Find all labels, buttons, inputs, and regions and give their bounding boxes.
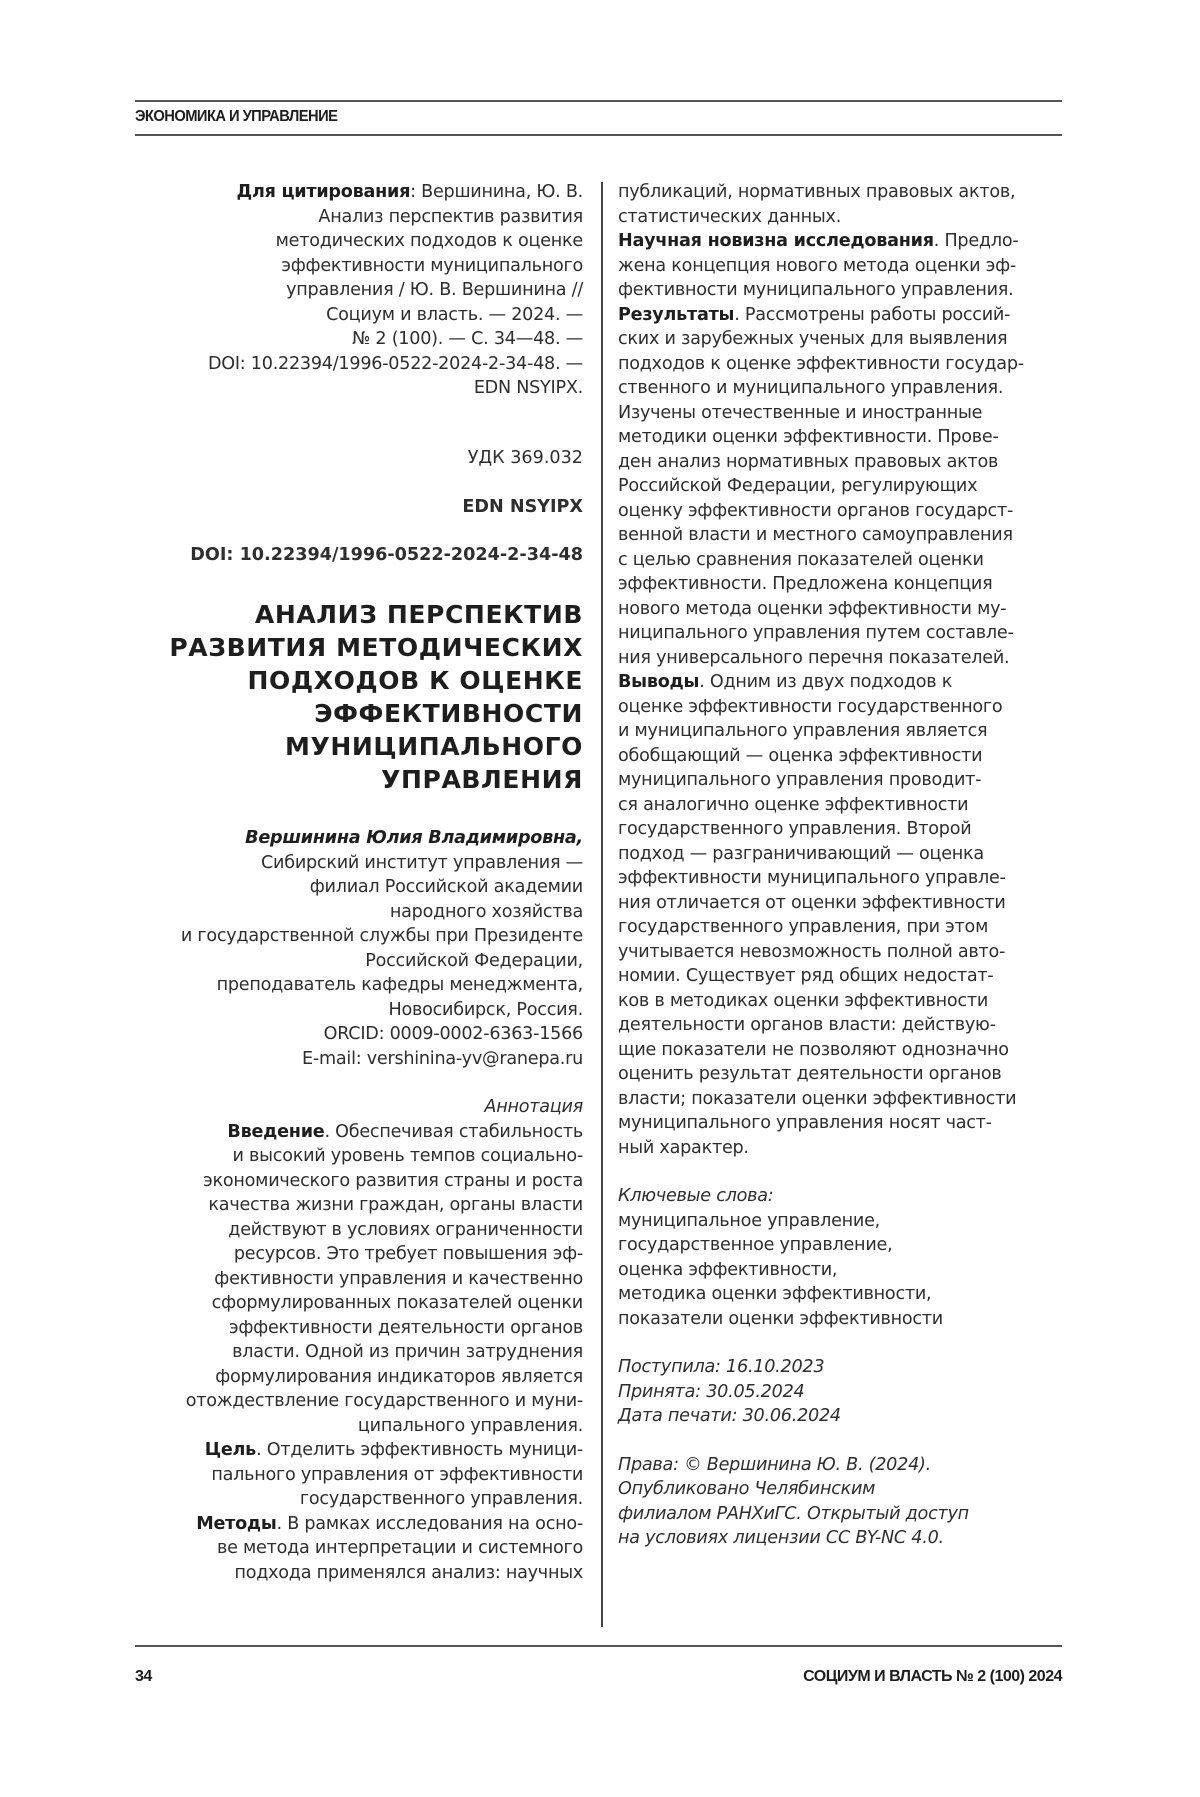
intro-label: Введение [227,1121,325,1142]
methods-label: Методы [196,1513,277,1534]
results-line: с целью сравнения показателей оценки [618,549,984,570]
citation-line: EDN NSYIPX. [473,378,583,398]
date-received: Поступила: 16.10.2023 [618,1357,825,1377]
keyword-item: муниципальное управление, [618,1210,881,1231]
goal-label: Цель [204,1440,257,1460]
affiliation-line: и государственной службы при Президенте [180,926,583,946]
title-line: АНАЛИЗ ПЕРСПЕКТИВ [254,600,583,629]
udk: УДК 369.032 [467,448,583,468]
conclusions-line: власти; показатели оценки эффективности [618,1088,1017,1109]
conclusions-line: муниципального управления носят част- [618,1113,992,1133]
methods-line: подхода применялся анализ: научных [234,1562,583,1583]
rights-line: Права: © Вершинина Ю. В. (2024). [618,1454,931,1475]
title-line: УПРАВЛЕНИЯ [381,765,583,794]
conclusions-label: Выводы [618,672,700,692]
conclusions-line: номии. Существует ряд общих недостат- [618,966,994,986]
conclusions-line: деятельности органов власти: действую- [618,1015,996,1035]
title-line: ПОДХОДОВ К ОЦЕНКЕ [247,666,583,695]
conclusions-line: подход — разграничивающий — оценка [618,843,984,864]
results-line: ственного и муниципального управления. [618,378,1004,398]
conclusions-line: и муниципального управления является [618,721,988,741]
results-line: эффективности. Предложена концепция [618,574,993,594]
affiliation-line: Сибирский институт управления — [261,852,583,873]
conclusions-line: государственного управления, при этом [618,917,989,937]
conclusions-line: государственного управления. Второй [618,819,972,839]
abstract-left [135,1095,583,1585]
citation-label: Для цитирования [236,182,411,202]
affiliation-line: народного хозяйства [389,901,583,922]
affiliation-line: Российской Федерации, [365,950,583,971]
orcid-link[interactable]: ORCID: 0009-0002-6363-1566 [323,1024,583,1044]
abstract-heading: Аннотация [484,1097,583,1117]
intro-line: качества жизни граждан, органы власти [208,1195,583,1215]
intro-line: отождествление государственного и муни- [185,1391,583,1411]
conclusions-line: учитывается невозможность полной авто- [618,941,1006,962]
conclusions-line: щие показатели не позволяют однозначно [618,1039,1009,1060]
title-line: РАЗВИТИЯ МЕТОДИЧЕСКИХ [169,633,583,662]
conclusions-line: ный характер. [618,1137,749,1158]
journal-issue: СОЦИУМ И ВЛАСТЬ № 2 (100) 2024 [803,1668,1062,1685]
citation-line: : Вершинина, Ю. В. [410,182,583,202]
rights-line: Опубликовано Челябинским [618,1479,876,1499]
results-line: ния универсального перечня показателей. [618,647,1010,668]
intro-line: фективности управления и качественно [214,1268,583,1289]
citation-line: методических подходов к оценке [275,231,583,251]
results-label: Результаты [618,304,735,325]
keywords-heading: Ключевые слова: [618,1186,774,1206]
citation-line: управления / Ю. В. Вершинина // [286,280,583,300]
intro-line: ресурсов. Это требует повышения эф- [233,1244,583,1264]
header-bottom-rule [135,134,1062,136]
conclusions-line: ков в методиках оценки эффективности [618,990,989,1011]
article-title [135,598,583,796]
page-number: 34 [135,1668,152,1685]
title-line: МУНИЦИПАЛЬНОГО [285,732,583,761]
methods-line: . В рамках исследования на осно- [276,1513,583,1534]
conclusions-line: муниципального управления проводит- [618,770,982,790]
results-line: методики оценки эффективности. Прове- [618,427,999,447]
column-divider [601,182,603,1627]
rights-line: филиалом РАНХиГС. Открытый доступ [618,1503,969,1524]
author-name: Вершинина Юлия Владимировна, [245,828,583,848]
results-line: нового метода оценки эффективности му- [618,598,1007,619]
affiliation-line: преподаватель кафедры менеджмента, [216,975,583,995]
novelty-label: Научная новизна исследования [618,231,934,251]
methods-line: ве метода интерпретации и системного [216,1538,583,1558]
results-line: ден анализ нормативных правовых актов [618,451,999,472]
goal-line: пального управления от эффективности [211,1464,583,1485]
conclusions-line: оценке эффективности государственного [618,696,1003,717]
abstract-right [618,180,1068,1551]
intro-line: ципального управления. [357,1415,583,1436]
conclusions-line: ся аналогично оценке эффективности [618,794,969,815]
edn: EDN NSYIPX [462,497,583,517]
results-line: оценку эффективности органов государст- [618,500,1014,521]
novelty-line: фективности муниципального управления. [618,280,1014,300]
methods-line: публикаций, нормативных правовых актов, [618,182,1016,202]
intro-line: . Обеспечивая стабильность [324,1121,583,1142]
citation-line: Социум и власть. — 2024. — [326,304,583,325]
results-line: подходов к оценке эффективности государ- [618,353,1024,374]
affiliation-line: Новосибирск, Россия. [388,999,583,1020]
keyword-item: государственное управление, [618,1235,893,1255]
citation-line: Анализ перспектив развития [318,206,583,227]
results-line: Российской Федерации, регулирующих [618,476,978,496]
date-printed: Дата печати: 30.06.2024 [618,1406,841,1426]
conclusions-line: эффективности муниципального управле- [618,868,1006,888]
results-line: венной власти и местного самоуправления [618,525,1013,545]
email-link[interactable]: E-mail: vershinina-yv@ranepa.ru [302,1048,583,1069]
license-line: на условиях лицензии CC BY-NC 4.0. [618,1528,944,1548]
keyword-item: оценка эффективности, [618,1259,838,1280]
intro-line: действуют в условиях ограниченности [228,1219,583,1240]
intro-line: экономического развития страны и роста [203,1170,583,1191]
results-line: . Рассмотрены работы россий- [734,304,1011,325]
results-line: ских и зарубежных ученых для выявления [618,329,1008,349]
conclusions-line: оценить результат деятельности органов [618,1064,1002,1084]
results-line: ниципального управления путем составле- [618,623,1014,643]
footer-rule [135,1645,1062,1647]
goal-line: . Отделить эффективность муници- [256,1440,583,1460]
citation-doi-link[interactable]: DOI: 10.22394/1996-0522-2024-2-34-48. — [207,353,583,374]
citation-line: № 2 (100). — С. 34—48. — [352,329,583,349]
conclusions-line: обобщающий — оценка эффективности [618,745,983,766]
citation-block [135,180,583,401]
affiliation-line: филиал Российской академии [309,877,583,897]
intro-line: и высокий уровень темпов социально- [232,1146,583,1166]
intro-line: сформулированных показателей оценки [211,1293,583,1313]
intro-line: власти. Одной из причин затруднения [232,1342,583,1362]
conclusions-line: ния отличается от оценки эффективности [618,892,1006,913]
conclusions-line: . Одним из двух подходов к [699,672,953,692]
doi-link[interactable]: DOI: 10.22394/1996-0522-2024-2-34-48 [190,545,583,565]
keyword-item: методика оценки эффективности, [618,1284,932,1304]
intro-line: эффективности деятельности органов [228,1317,583,1338]
citation-line: эффективности муниципального [281,255,583,276]
section-label: ЭКОНОМИКА И УПРАВЛЕНИЕ [135,108,338,125]
intro-line: формулирования индикаторов является [215,1366,583,1387]
title-line: ЭФФЕКТИВНОСТИ [314,699,583,728]
goal-line: государственного управления. [299,1489,583,1509]
header-top-rule [135,100,1062,102]
novelty-line: . Предло- [933,231,1019,251]
keyword-item: показатели оценки эффективности [618,1308,943,1329]
results-line: Изучены отечественные и иностранные [618,402,983,423]
author-block [135,826,583,1071]
novelty-line: жена концепция нового метода оценки эф- [618,255,1016,276]
date-accepted: Принята: 30.05.2024 [618,1381,805,1402]
methods-line: статистических данных. [618,206,842,227]
